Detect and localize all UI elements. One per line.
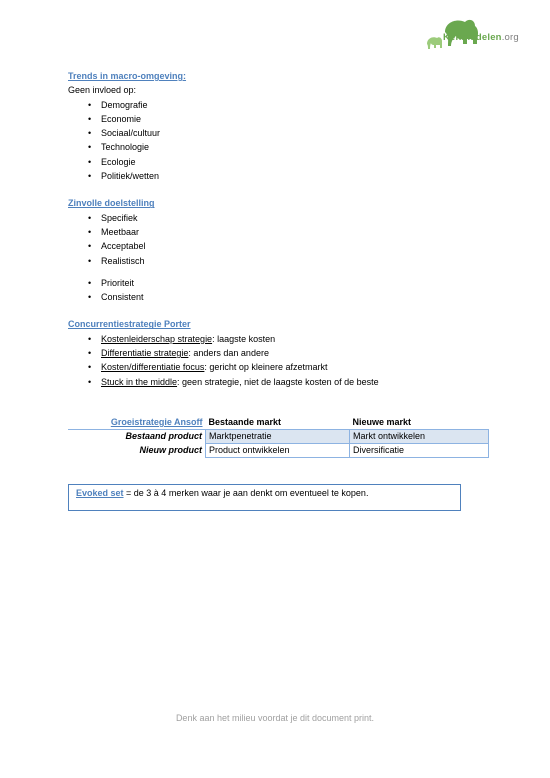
logo-wordmark [443, 32, 519, 43]
porter-desc: : laagste kosten [212, 333, 276, 344]
list-item: • Meetbaar [68, 225, 488, 239]
table-row [68, 444, 489, 458]
column-header: Bestaande markt [206, 416, 350, 430]
evoked-set-box [68, 484, 461, 511]
list-item: • Prioriteit [68, 276, 488, 290]
table-header-row [68, 416, 489, 430]
table-cell: Diversificatie [350, 444, 489, 458]
document-body [68, 69, 488, 389]
list-item: • Economie [68, 112, 488, 126]
porter-term: Stuck in the middle [101, 376, 178, 387]
table-row [68, 430, 489, 444]
list-item [68, 375, 488, 389]
trends-intro: Geen invloed op: [68, 85, 137, 96]
list-item: • Acceptabel [68, 239, 488, 253]
table-cell: Product ontwikkelen [206, 444, 350, 458]
logo-text-main: Kennisdelen [443, 32, 502, 43]
list-item: • Demografie [68, 98, 488, 112]
table-cell: Marktpenetratie [206, 430, 350, 444]
list-item: • Sociaal/cultuur [68, 126, 488, 140]
list-item [68, 346, 488, 360]
logo-text-suffix: .org [501, 32, 519, 43]
trends-list [68, 98, 488, 184]
column-header: Nieuwe markt [350, 416, 489, 430]
porter-desc: : gericht op kleinere afzetmarkt [204, 362, 328, 373]
porter-term: Differentiatie strategie [101, 348, 189, 359]
list-item: • Consistent [68, 290, 488, 304]
list-item: • Specifiek [68, 211, 488, 225]
page-footer: Denk aan het milieu voordat je dit document print. [175, 713, 375, 723]
list-item [68, 360, 488, 374]
list-item: • Ecologie [68, 155, 488, 169]
ansoff-table [68, 416, 489, 458]
doelstelling-list [68, 211, 488, 268]
porter-desc: : anders dan andere [188, 348, 269, 359]
porter-term: Kostenleiderschap strategie [101, 333, 213, 344]
porter-term: Kosten/differentiatie focus [101, 362, 205, 373]
list-item [68, 332, 488, 346]
porter-list [68, 332, 488, 389]
list-item: • Technologie [68, 140, 488, 154]
evoked-set-desc: = de 3 à 4 merken waar je aan denkt om eventueel te kopen. [123, 488, 369, 498]
doelstelling-list-extra [68, 276, 488, 305]
trends-heading: Trends in macro-omgeving: [68, 71, 187, 81]
porter-heading: Concurrentiestrategie Porter [68, 319, 191, 330]
porter-desc: : geen strategie, niet de laagste kosten of de beste [177, 376, 379, 387]
list-item: • Politiek/wetten [68, 169, 488, 183]
evoked-set-term: Evoked set [76, 488, 124, 498]
list-item: • Realistisch [68, 254, 488, 268]
doelstelling-heading: Zinvolle doelstelling [68, 198, 155, 209]
ansoff-title: Groeistrategie Ansoff [68, 416, 206, 430]
row-label: Nieuw product [139, 445, 202, 455]
row-label: Bestaand product [125, 431, 202, 442]
table-cell: Markt ontwikkelen [350, 430, 489, 444]
